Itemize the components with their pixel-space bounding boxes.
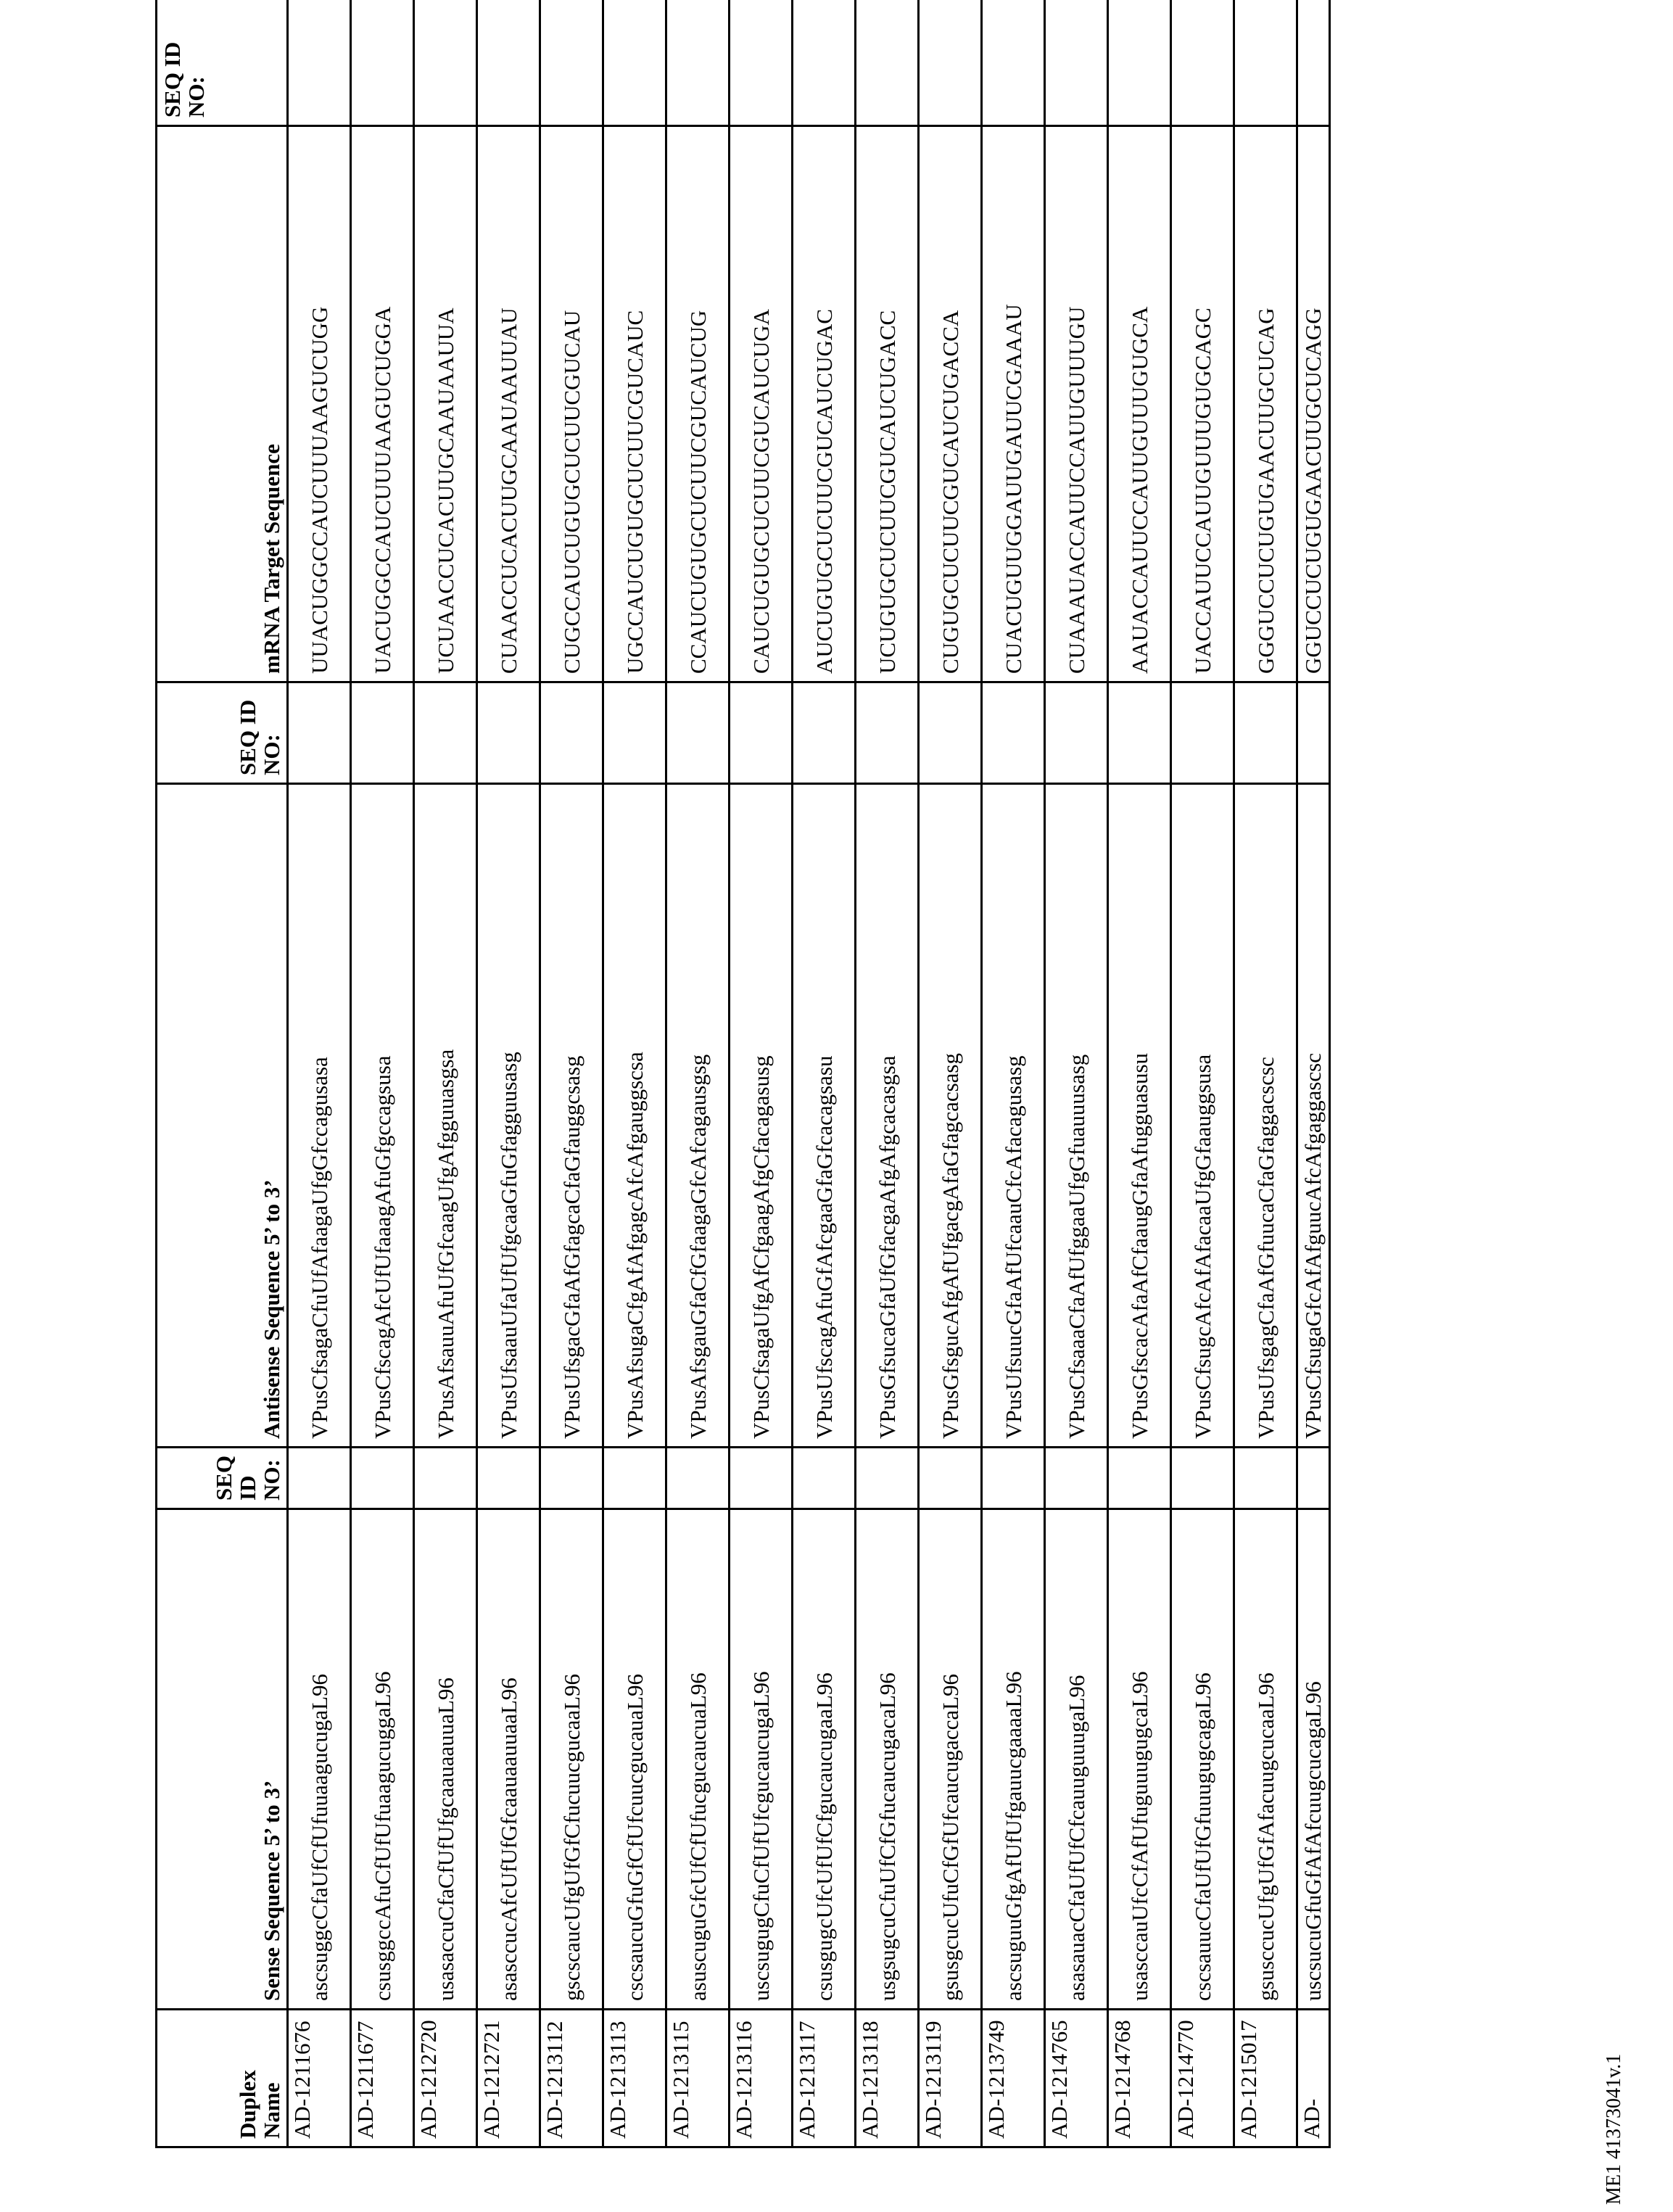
antisense-sequence-cell: VPusCfsagaCfuUfAfaagaUfgGfccagusasa — [288, 784, 351, 1448]
antisense-sequence-cell: VPusGfsgucAfgAfUfgacgAfaGfagcacsasg — [919, 784, 982, 1448]
seq-id-cell — [1171, 1448, 1234, 1509]
seq-id-cell — [730, 0, 793, 126]
table-row — [1045, 0, 1108, 2147]
mrna-target-cell: CUGUGCUCUUCGUCAUCUGACCA — [919, 126, 982, 682]
sense-sequence-cell: gsusgcucUfuCfGfUfcaucugaccaL96 — [919, 1509, 982, 2010]
seq-id-cell — [1045, 0, 1108, 126]
mrna-target-cell: GGUCCUCUGUGAACUUGCUCAGG — [1297, 126, 1330, 682]
antisense-sequence-cell: VPusUfsuucGfaAfUfcaauCfcAfacagusasg — [982, 784, 1045, 1448]
table-row — [1171, 0, 1234, 2147]
duplex-name-cell: AD-1213115 — [666, 2010, 730, 2147]
seq-id-cell — [540, 1448, 603, 1509]
table-row — [919, 0, 982, 2147]
sense-sequence-cell: usgsugcuCfuUfCfGfucaucugacaL96 — [856, 1509, 919, 2010]
table-row — [1234, 0, 1297, 2147]
seq-id-cell — [856, 1448, 919, 1509]
duplex-name-cell: AD-1213119 — [919, 2010, 982, 2147]
table-row — [414, 0, 477, 2147]
sense-sequence-cell: gsusccucUfgUfGfAfacuugcucaaL96 — [1234, 1509, 1297, 2010]
seq-id-cell — [666, 0, 730, 126]
table-row — [477, 0, 540, 2147]
header-seq-id-2: SEQ ID NO: — [157, 682, 288, 784]
sense-sequence-cell: csusgugcUfcUfUfCfgucaucugaaL96 — [793, 1509, 856, 2010]
duplex-name-cell: AD-1212720 — [414, 2010, 477, 2147]
seq-id-cell — [856, 0, 919, 126]
table-row — [1297, 0, 1330, 2147]
seq-id-cell — [1297, 1448, 1330, 1509]
seq-id-cell — [1108, 1448, 1171, 1509]
sense-sequence-cell: asuscuguGfcUfCfUfucgucaucuaL96 — [666, 1509, 730, 2010]
seq-id-cell — [730, 682, 793, 784]
sense-sequence-cell: asasauacCfaUfUfCfcauuguuugaL96 — [1045, 1509, 1108, 2010]
antisense-sequence-cell: VPusCfsugcAfcAfAfacaaUfgGfaauggsusa — [1171, 784, 1234, 1448]
seq-id-cell — [1234, 0, 1297, 126]
table-row — [856, 0, 919, 2147]
antisense-sequence-cell: VPusAfsauuAfuUfGfcaagUfgAfgguuasgsa — [414, 784, 477, 1448]
antisense-sequence-cell: VPusCfsaaaCfaAfUfggaaUfgGfuauuusasg — [1045, 784, 1108, 1448]
seq-id-cell — [1045, 682, 1108, 784]
mrna-target-cell: CUAACCUCACUUGCAAUAAUUAU — [477, 126, 540, 682]
duplex-name-cell: AD-1214768 — [1108, 2010, 1171, 2147]
table-row — [1108, 0, 1171, 2147]
sense-sequence-cell: ascsuguuGfgAfUfUfgauucgaaaaL96 — [982, 1509, 1045, 2010]
antisense-sequence-cell: VPusUfsgagCfaAfGfuucaCfaGfaggacscsc — [1234, 784, 1297, 1448]
sense-sequence-cell: gscscaucUfgUfGfCfucuucgucaaL96 — [540, 1509, 603, 2010]
seq-id-cell — [1234, 682, 1297, 784]
seq-id-cell — [540, 682, 603, 784]
sequence-table — [155, 0, 1331, 2148]
header-duplex-name: Duplex Name — [157, 2010, 288, 2147]
sense-sequence-cell: cscsauucCfaUfUfGfuuugugcagaL96 — [1171, 1509, 1234, 2010]
duplex-name-cell: AD-1213113 — [603, 2010, 666, 2147]
mrna-target-cell: CUGCCAUCUGUGCUCUUCGUCAU — [540, 126, 603, 682]
duplex-name-cell: AD-1212721 — [477, 2010, 540, 2147]
seq-id-cell — [793, 0, 856, 126]
seq-id-cell — [288, 0, 351, 126]
duplex-name-cell: AD-1211677 — [351, 2010, 414, 2147]
mrna-target-cell: UCUGUGCUCUUCGUCAUCUGACC — [856, 126, 919, 682]
seq-id-cell — [603, 682, 666, 784]
seq-id-cell — [1045, 1448, 1108, 1509]
seq-id-cell — [603, 1448, 666, 1509]
seq-id-cell — [982, 1448, 1045, 1509]
antisense-sequence-cell: VPusCfscagAfcUfUfaaagAfuGfgccagsusa — [351, 784, 414, 1448]
seq-id-cell — [666, 1448, 730, 1509]
duplex-name-cell: AD-1213749 — [982, 2010, 1045, 2147]
header-seq-id-3: SEQ ID NO: — [157, 0, 288, 126]
header-mrna-target: mRNA Target Sequence — [157, 126, 288, 682]
seq-id-cell — [1171, 682, 1234, 784]
sense-sequence-cell: asasccucAfcUfUfGfcaauaauuaaL96 — [477, 1509, 540, 2010]
antisense-sequence-cell: VPusAfsgauGfaCfGfaagaGfcAfcagausgsg — [666, 784, 730, 1448]
seq-id-cell — [856, 682, 919, 784]
duplex-name-cell: AD-1211676 — [288, 2010, 351, 2147]
antisense-sequence-cell: VPusGfsucaGfaUfGfacgaAfgAfgcacasgsa — [856, 784, 919, 1448]
header-seq-id-1: SEQ ID NO: — [157, 1448, 288, 1509]
mrna-target-cell: AAUACCAUUCCAUUGUUUGUGCA — [1108, 126, 1171, 682]
sense-sequence-cell: uscsugugCfuCfUfUfcgucaucugaL96 — [730, 1509, 793, 2010]
seq-id-cell — [477, 1448, 540, 1509]
sense-sequence-cell: ascsuggcCfaUfCfUfuuaagucugaL96 — [288, 1509, 351, 2010]
table-row — [603, 0, 666, 2147]
antisense-sequence-cell: VPusUfscagAfuGfAfcgaaGfaGfcacagsasu — [793, 784, 856, 1448]
sense-sequence-cell: cscsaucuGfuGfCfUfcuucgucauaL96 — [603, 1509, 666, 2010]
rotated-table-container — [155, 0, 1493, 2148]
seq-id-cell — [288, 1448, 351, 1509]
mrna-target-cell: UACCAUUCCAUUGUUUGUGCAGC — [1171, 126, 1234, 682]
mrna-target-cell: UCUAACCUCACUUGCAAUAAUUA — [414, 126, 477, 682]
duplex-name-cell: AD- — [1297, 2010, 1330, 2147]
seq-id-cell — [414, 0, 477, 126]
mrna-target-cell: UUACUGGCCAUCUUUAAGUCUGG — [288, 126, 351, 682]
duplex-name-cell: AD-1214765 — [1045, 2010, 1108, 2147]
mrna-target-cell: CCAUCUGUGCUCUUCGUCAUCUG — [666, 126, 730, 682]
mrna-target-cell: CUACUGUUGGAUUGAUUCGAAAU — [982, 126, 1045, 682]
antisense-sequence-cell: VPusGfscacAfaAfCfaaugGfaAfugguasusu — [1108, 784, 1171, 1448]
table-row — [730, 0, 793, 2147]
duplex-name-cell: AD-1214770 — [1171, 2010, 1234, 2147]
seq-id-cell — [982, 0, 1045, 126]
seq-id-cell — [414, 1448, 477, 1509]
mrna-target-cell: UACUGGCCAUCUUUAAGUCUGGA — [351, 126, 414, 682]
table-row — [666, 0, 730, 2147]
table-row — [351, 0, 414, 2147]
sense-sequence-cell: uscsucuGfuGfAfAfcuugcucagaL96 — [1297, 1509, 1330, 2010]
header-row — [157, 0, 288, 2147]
table-row — [982, 0, 1045, 2147]
seq-id-cell — [351, 1448, 414, 1509]
sense-sequence-cell: csusggccAfuCfUfUfuaagucuggaL96 — [351, 1509, 414, 2010]
table-row — [793, 0, 856, 2147]
antisense-sequence-cell: VPusUfsgacGfaAfGfagcaCfaGfauggcsasg — [540, 784, 603, 1448]
table-row — [540, 0, 603, 2147]
seq-id-cell — [666, 682, 730, 784]
seq-id-cell — [793, 682, 856, 784]
header-antisense-sequence: Antisense Sequence 5’ to 3’ — [157, 784, 288, 1448]
sense-sequence-cell: usasaccuCfaCfUfUfgcaauaauuaL96 — [414, 1509, 477, 2010]
seq-id-cell — [1108, 682, 1171, 784]
antisense-sequence-cell: VPusAfsugaCfgAfAfgagcAfcAfgauggscsa — [603, 784, 666, 1448]
seq-id-cell — [414, 682, 477, 784]
sense-sequence-cell: usasccauUfcCfAfUfuguuugugcaL96 — [1108, 1509, 1171, 2010]
table-row — [288, 0, 351, 2147]
seq-id-cell — [603, 0, 666, 126]
mrna-target-cell: AUCUGUGCUCUUCGUCAUCUGAC — [793, 126, 856, 682]
seq-id-cell — [982, 682, 1045, 784]
antisense-sequence-cell: VPusCfsugaGfcAfAfguucAfcAfgaggascsc — [1297, 784, 1330, 1448]
mrna-target-cell: CUAAAUACCAUUCCAUUGUUUGU — [1045, 126, 1108, 682]
antisense-sequence-cell: VPusCfsagaUfgAfCfgaagAfgCfacagasusg — [730, 784, 793, 1448]
header-sense-sequence: Sense Sequence 5’ to 3’ — [157, 1509, 288, 2010]
seq-id-cell — [540, 0, 603, 126]
duplex-name-cell: AD-1213112 — [540, 2010, 603, 2147]
seq-id-cell — [919, 1448, 982, 1509]
seq-id-cell — [351, 682, 414, 784]
seq-id-cell — [1234, 1448, 1297, 1509]
mrna-target-cell: CAUCUGUGCUCUUCGUCAUCUGA — [730, 126, 793, 682]
seq-id-cell — [730, 1448, 793, 1509]
seq-id-cell — [1297, 0, 1330, 126]
antisense-sequence-cell: VPusUfsaauUfaUfUfgcaaGfuGfagguusasg — [477, 784, 540, 1448]
seq-id-cell — [477, 0, 540, 126]
mrna-target-cell: UGCCAUCUGUGCUCUUCGUCAUC — [603, 126, 666, 682]
duplex-name-cell: AD-1213118 — [856, 2010, 919, 2147]
duplex-name-cell: AD-1213116 — [730, 2010, 793, 2147]
seq-id-cell — [477, 682, 540, 784]
duplex-name-cell: AD-1215017 — [1234, 2010, 1297, 2147]
seq-id-cell — [288, 682, 351, 784]
document-footer-id: ME1 41373041v.1 — [1603, 2054, 1626, 2205]
seq-id-cell — [1108, 0, 1171, 126]
seq-id-cell — [351, 0, 414, 126]
seq-id-cell — [1297, 682, 1330, 784]
seq-id-cell — [919, 682, 982, 784]
seq-id-cell — [1171, 0, 1234, 126]
mrna-target-cell: GGGUCCUCUGUGAACUUGCUCAG — [1234, 126, 1297, 682]
duplex-name-cell: AD-1213117 — [793, 2010, 856, 2147]
seq-id-cell — [793, 1448, 856, 1509]
seq-id-cell — [919, 0, 982, 126]
